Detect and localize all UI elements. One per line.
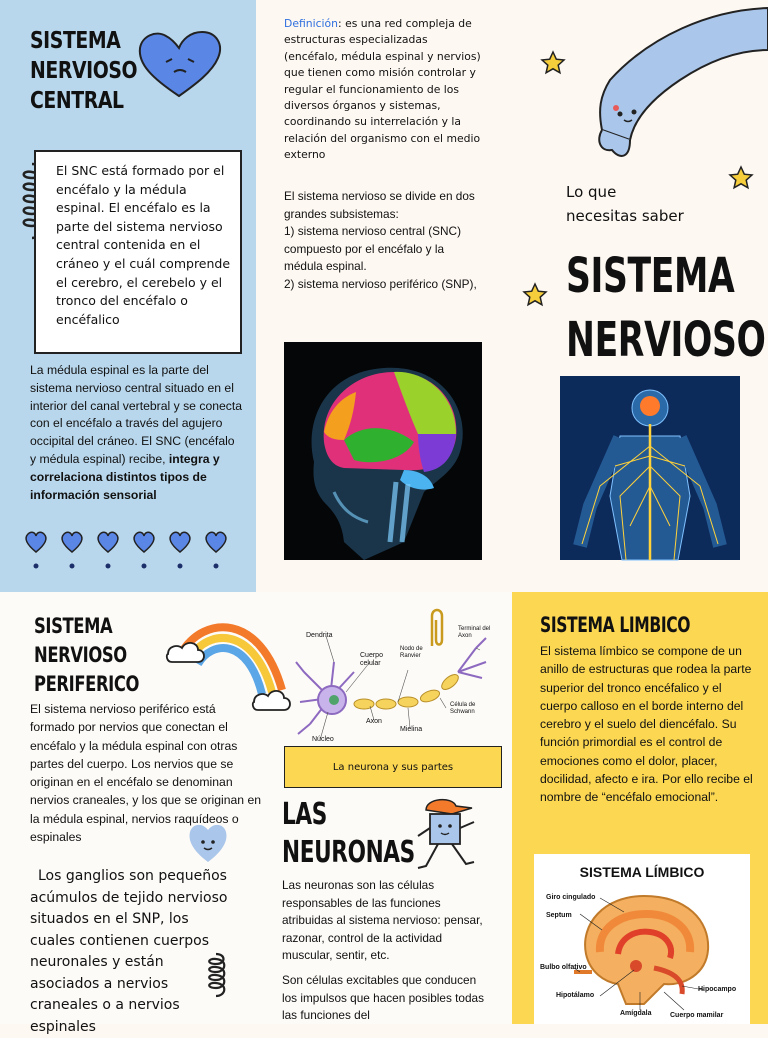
star-icon bbox=[540, 50, 566, 76]
cover-tagline: Lo que necesitas saber bbox=[566, 183, 684, 225]
box-character-icon bbox=[412, 792, 482, 876]
nodo-label: Nodo de Ranvier bbox=[400, 646, 423, 659]
dendrita-label: Dendrita bbox=[306, 632, 333, 639]
nucleo-label: Núcleo bbox=[312, 736, 334, 743]
mielina-label: Mielina bbox=[400, 726, 423, 733]
star-icon bbox=[728, 165, 754, 191]
neuron-diagram bbox=[290, 612, 504, 746]
limbico-text: El sistema límbico se compone de un anillo de estructuras que rodea la parte superior del tronco encéfalico y el cuerpo calloso en el borde interno del cerebro y el suelo del diencéfalo. Su función primordial es el control de emociones como el dolor, placer, docilidad, afecto e ira. Por ello recibe el nombre de “encéfalo emocional”. bbox=[540, 644, 753, 805]
snp-title: SISTEMA NERVIOSO PERIFERICO bbox=[34, 614, 140, 696]
septum-label: Septum bbox=[546, 912, 572, 919]
brain-xray-image bbox=[284, 342, 482, 560]
giro-label: Giro cingulado bbox=[546, 894, 596, 901]
terminal-label: Terminal del Axon bbox=[458, 626, 491, 639]
heart-face-icon bbox=[186, 820, 230, 866]
neuronas-title: LAS NEURONAS bbox=[282, 797, 415, 870]
heart-face-icon bbox=[132, 26, 226, 100]
amigdala-label: Amígdala bbox=[620, 1010, 652, 1017]
snc-title: SISTEMA NERVIOSO CENTRAL bbox=[30, 28, 138, 114]
axon-label: Axon bbox=[366, 718, 382, 725]
neuronas-p1: Las neuronas son las células responsables de las funciones atribuidas al sistema nervioso: pensar, razonar, control de la actividad muscular, sentir, etc. bbox=[282, 878, 483, 963]
celula-label: Célula de Schwann bbox=[450, 702, 476, 715]
limbico-title: SISTEMA LIMBICO bbox=[540, 613, 691, 637]
spiral-icon bbox=[200, 950, 230, 1024]
cuerpo-mamilar-label: Cuerpo mamilar bbox=[670, 1012, 724, 1019]
nerve-character-icon bbox=[590, 0, 768, 170]
bulbo-label: Bulbo olfativo bbox=[540, 964, 587, 971]
heart-row-decoration bbox=[22, 528, 232, 572]
hipotalamo-label: Hipotálamo bbox=[556, 992, 595, 999]
cuerpo-celular-label: Cuerpo celular bbox=[360, 652, 383, 667]
neuron-caption-box: La neurona y sus partes bbox=[284, 746, 502, 788]
definition-text: Definición: es una red compleja de estructuras especializadas (encéfalo, médula espinal y nervios) que tienen como misión controlar y regular el funcionamiento de los diversos órganos y sistemas, coordinando su interrelación y la relación del organismo con el medio externo bbox=[284, 17, 481, 162]
hipocampo-label: Hipocampo bbox=[698, 986, 737, 993]
ganglios-text: Los ganglios son pequeños acúmulos de tejido nervioso situados en el SNP, los cuales contienen cuerpos neuronales y están asociados a nervios craneales o a nervios espinales bbox=[30, 868, 228, 1035]
division-text: El sistema nervioso se divide en dos grandes subsistemas: 1) sistema nervioso central (SNC) compuesto por el encéfalo y la médula espinal. 2) sistema nervioso periférico (SNP), bbox=[284, 189, 477, 291]
limbic-figure-title: SISTEMA LÍMBICO bbox=[579, 864, 705, 880]
cover-title: SISTEMA NERVIOSO bbox=[566, 248, 766, 368]
snc-definition-box: El SNC está formado por el encéfalo y la médula espinal. El encéfalo es la parte del sistema nervioso central contenida en el cráneo y el cuál comprende el cerebro, el cerebelo y el tronco del encéfalo o encéfalico bbox=[34, 150, 242, 354]
nervous-body-image bbox=[560, 376, 740, 560]
paperclip-icon bbox=[426, 606, 446, 650]
neuronas-p2: Son células excitables que conducen los impulsos que hacen posibles todas las funciones del bbox=[282, 973, 484, 1023]
star-icon bbox=[522, 282, 548, 308]
snp-text: El sistema nervioso periférico está formado por nervios que conectan el encéfalo y la médula espinal con otras partes del cuerpo. Los nervios que se originan en el encéfalo se denominan nervios craneales, y los que se originan en la médula espinal, nervios raquídeos o espinales bbox=[30, 702, 262, 845]
limbic-figure bbox=[534, 854, 750, 1024]
snc-paragraph: La médula espinal es la parte del sistema nervioso central situado en el interior del canal vertebral y se conecta con el encéfalo a través del agujero occipital del cráneo. El SNC (encéfalo y médula espinal) recibe, integra y correlaciona distintos tipos de información sensorial bbox=[30, 363, 243, 502]
